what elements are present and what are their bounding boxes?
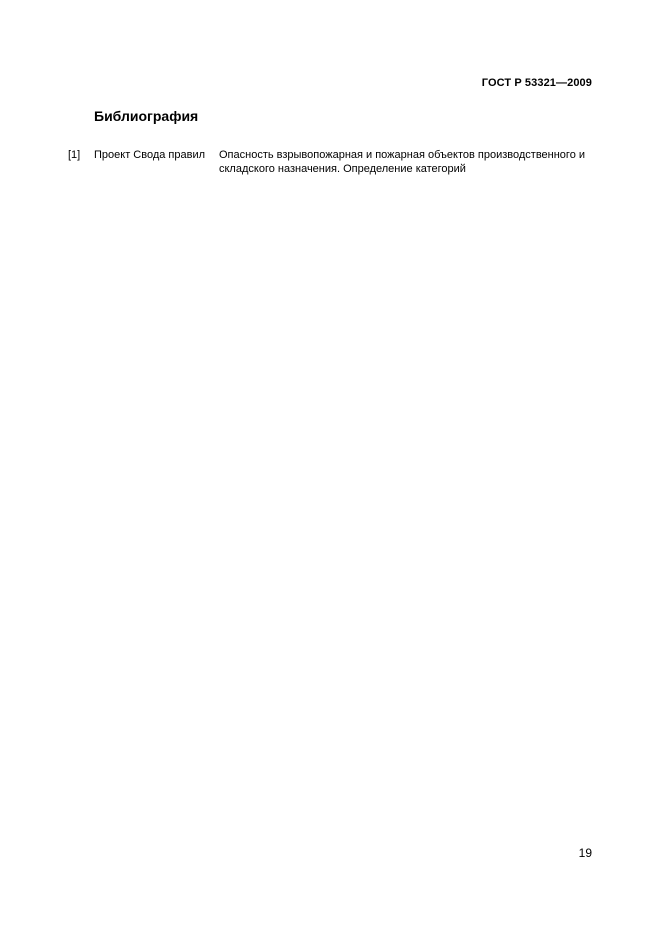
bibliography-entry-source: Проект Свода правил bbox=[94, 149, 206, 161]
bibliography-entry-title: Опасность взрывопожарная и пожарная объектов производственного и складского назначения. Определение категорий bbox=[219, 149, 586, 175]
document-code-header: ГОСТ Р 53321—2009 bbox=[481, 77, 592, 89]
bibliography-entry-number: [1] bbox=[68, 149, 81, 161]
bibliography-title: Библиография bbox=[94, 108, 199, 124]
page-number: 19 bbox=[578, 846, 592, 860]
